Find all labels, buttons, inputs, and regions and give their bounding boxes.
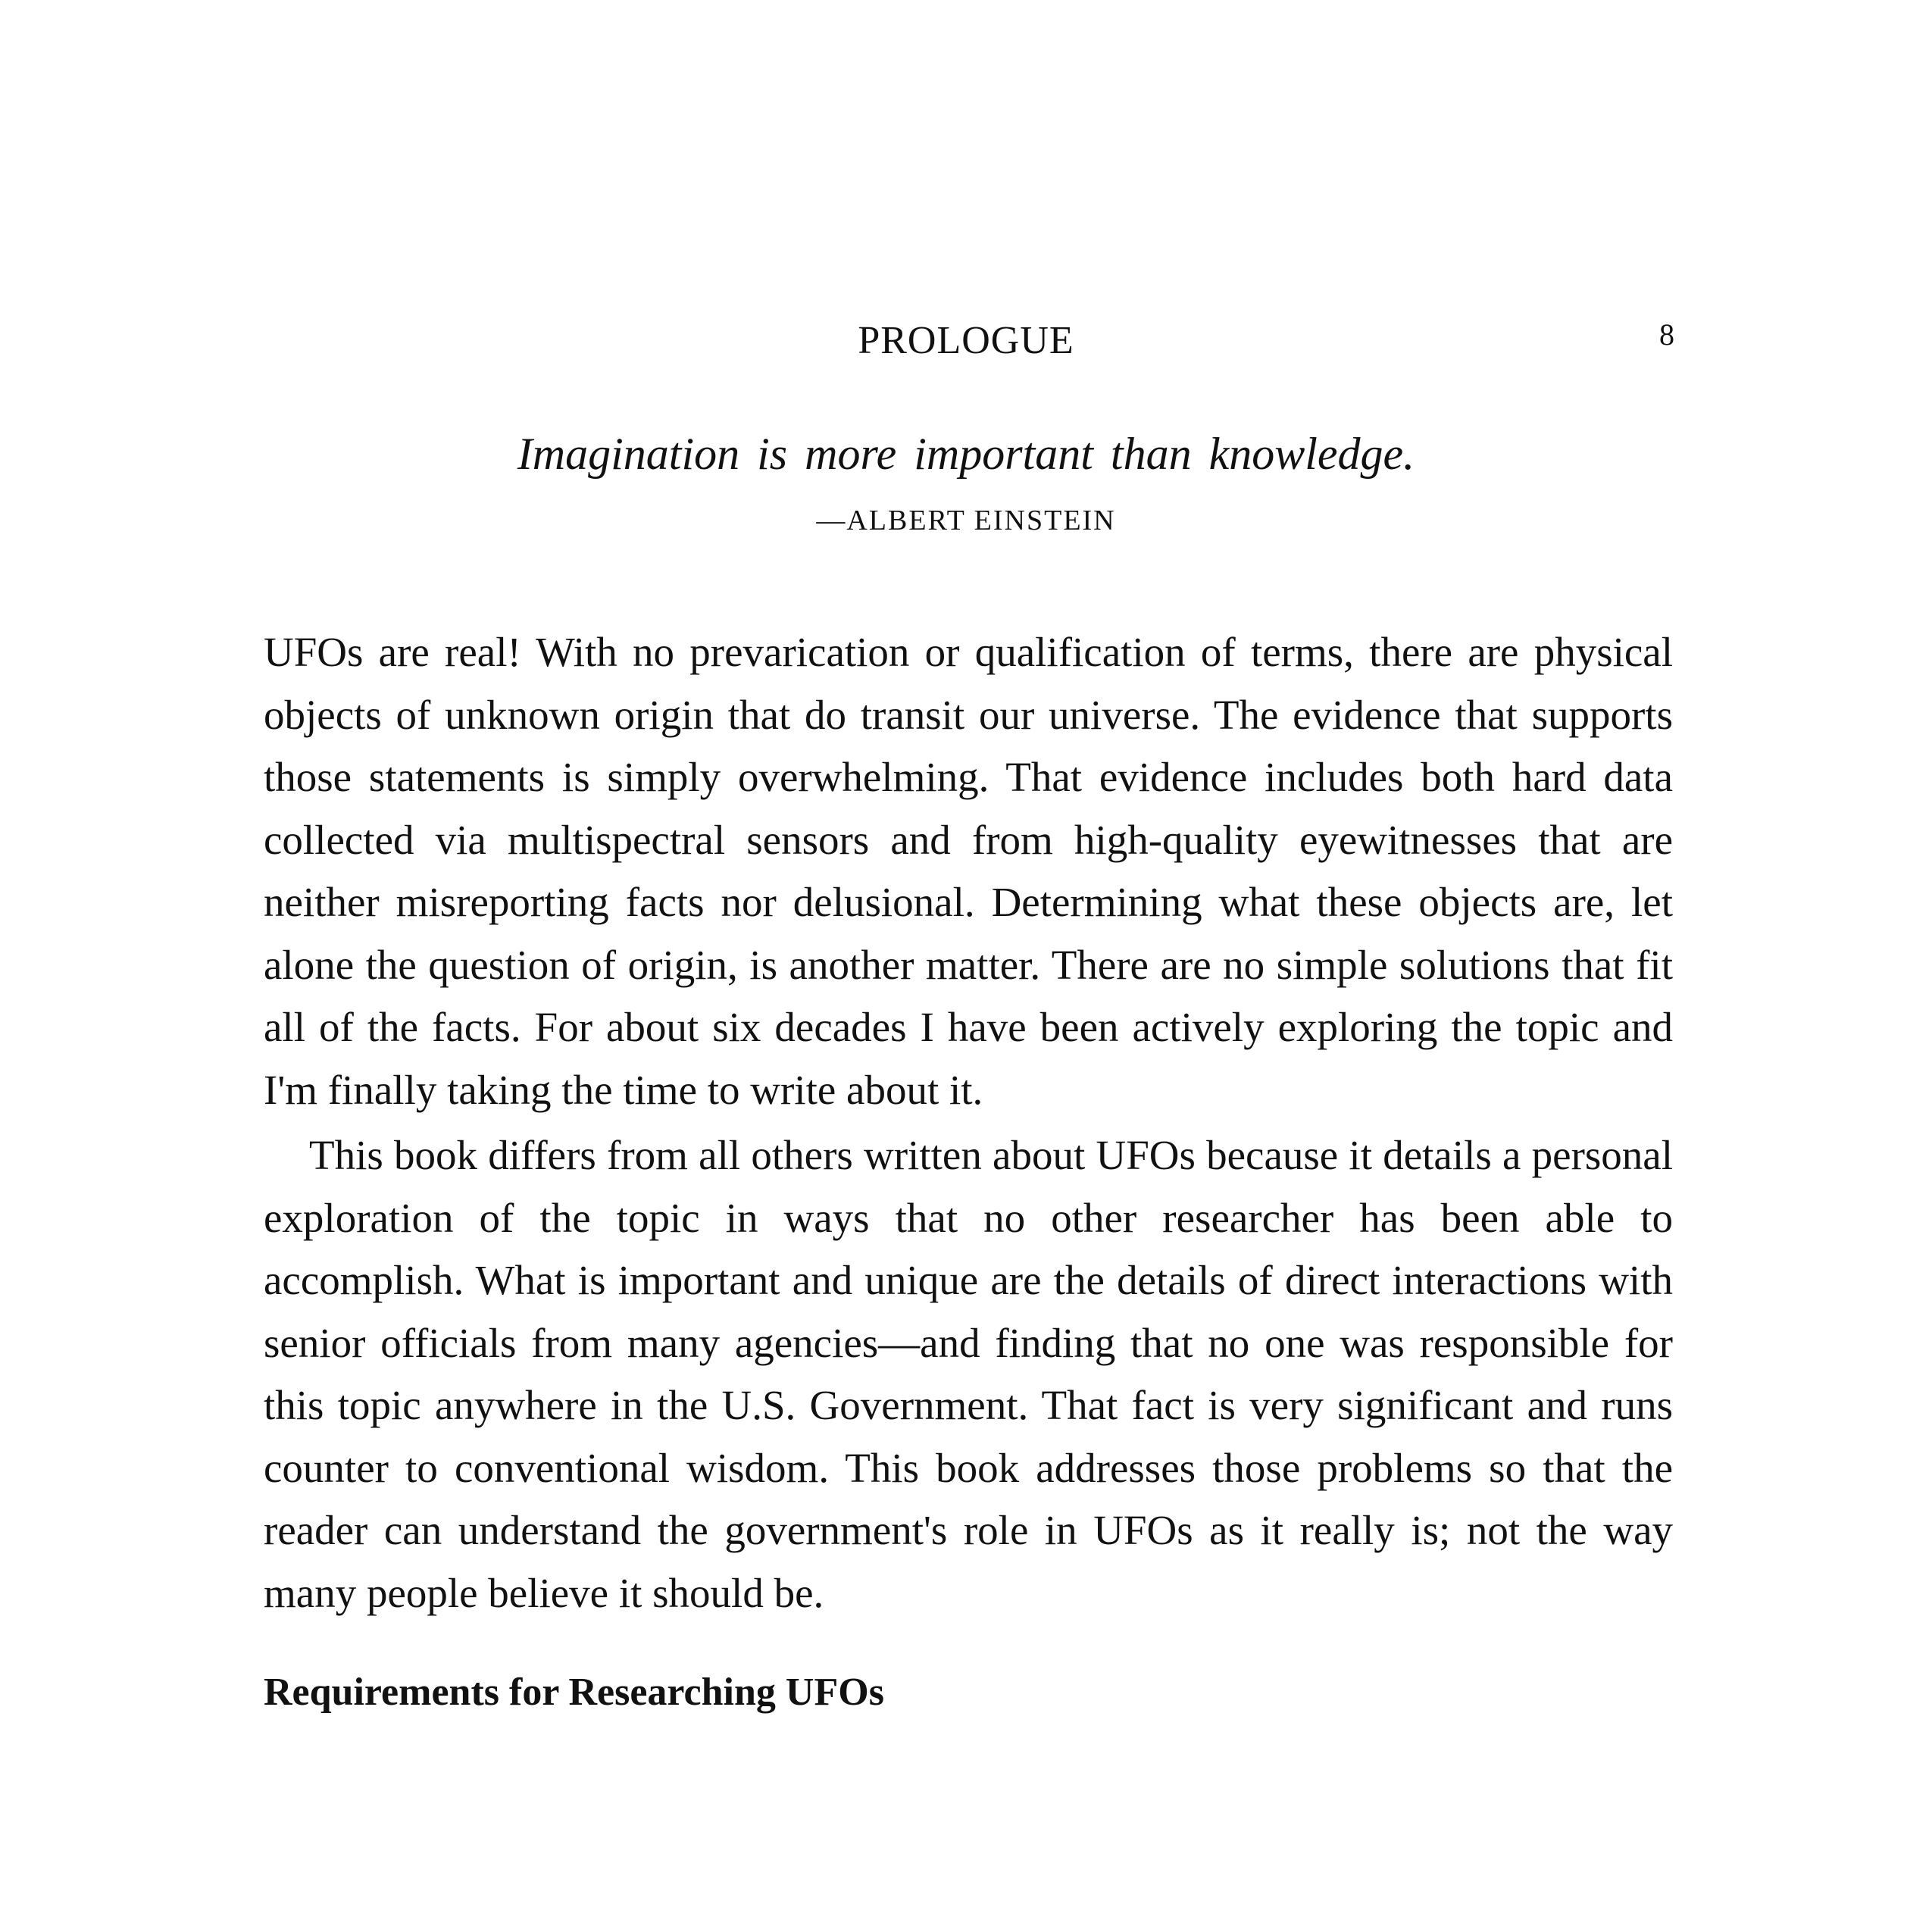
chapter-title: PROLOGUE [858,319,1074,362]
page-number: 8 [1659,317,1674,352]
body-text [264,621,1673,1627]
paragraph: This book differs from all others written about UFOs because it details a personal exploration of the topic in ways that no other researcher has been able to accomplish. What is important and unique are the details of direct interactions with senior officials from many agencies—and finding that no one was responsible for this topic anywhere in the U.S. Government. That fact is very significant and runs counter to conventional wisdom. This book addresses those problems so that the reader can understand the government's role in UFOs as it really is; not the way many people believe it should be. [264,1132,1673,1616]
paragraph: UFOs are real! With no prevarication or qualification of terms, there are physical objects of unknown origin that do transit our universe. The evidence that supports those statements is simply overwhelming. That evidence includes both hard data collected via multispectral sensors and from high-quality eyewitnesses that are neither misreporting facts nor delusional. Determining what these objects are, let alone the question of origin, is another matter. There are no simple solutions that fit all of the facts. For about six decades I have been actively exploring the topic and I'm finally taking the time to write about it. [264,629,1673,1113]
epigraph-quote: Imagination is more important than knowledge. [517,429,1415,479]
section-heading: Requirements for Researching UFOs [264,1671,884,1714]
epigraph-attribution: —ALBERT EINSTEIN [816,505,1116,536]
